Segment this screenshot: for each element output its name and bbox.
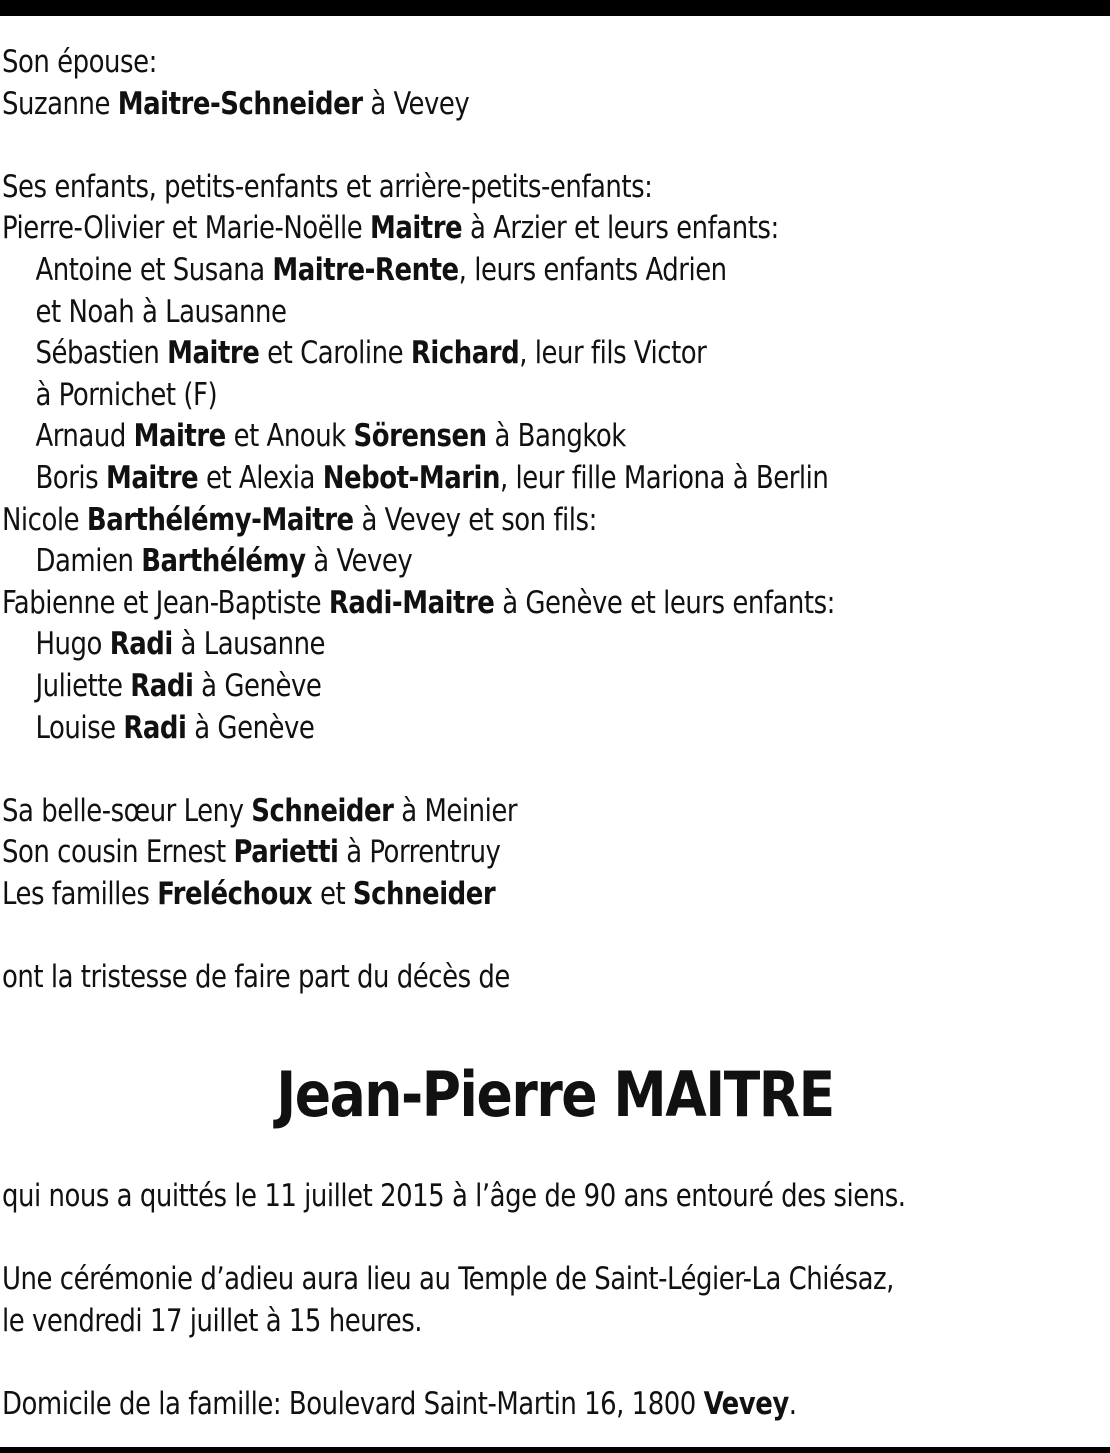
family-line: Fabienne et Jean-Baptiste Radi-Maitre à Genève et leurs enfants:	[2, 584, 835, 621]
family-line: Arnaud Maitre et Anouk Sörensen à Bangkok	[35, 418, 626, 455]
family-list	[2, 42, 1025, 999]
relative-line: Sa belle-sœur Leny Schneider à Meinier	[2, 792, 518, 829]
spacer	[2, 1218, 1025, 1260]
spacer	[2, 1342, 1025, 1384]
ceremony-text: Une cérémonie d’adieu aura lieu au Temple de Saint-Légier-La Chiésaz,	[2, 1261, 894, 1298]
children-heading: Ses enfants, petits-enfants et arrière-petits-enfants:	[2, 168, 653, 205]
spacer	[2, 915, 1025, 957]
family-line: et Noah à Lausanne	[35, 293, 287, 330]
spacer	[2, 749, 1025, 791]
family-line: à Pornichet (F)	[35, 376, 218, 413]
announcement-text: ont la tristesse de faire part du décès de	[2, 959, 510, 996]
family-line: Juliette Radi à Genève	[35, 667, 322, 704]
details-block	[2, 1176, 1025, 1426]
family-line: Antoine et Susana Maitre-Rente, leurs enfants Adrien	[35, 251, 727, 288]
family-line: Nicole Barthélémy-Maitre à Vevey et son fils:	[2, 501, 597, 538]
family-line: Sébastien Maitre et Caroline Richard, leur fils Victor	[35, 335, 707, 372]
relative-line: Les familles Freléchoux et Schneider	[2, 875, 496, 912]
family-line: Boris Maitre et Alexia Nebot-Marin, leur fille Mariona à Berlin	[35, 459, 829, 496]
family-line: Hugo Radi à Lausanne	[35, 626, 326, 663]
family-line: Louise Radi à Genève	[35, 709, 315, 746]
spouse-line: Suzanne Maitre-Schneider à Vevey	[2, 85, 470, 122]
family-line: Damien Barthélémy à Vevey	[35, 543, 413, 580]
spacer	[2, 125, 1025, 167]
family-line: Pierre-Olivier et Marie-Noëlle Maitre à Arzier et leurs enfants:	[2, 210, 779, 247]
bottom-rule	[0, 1447, 1110, 1453]
spouse-heading: Son épouse:	[2, 44, 157, 80]
deceased-name: Jean-Pierre MAITRE	[276, 1058, 834, 1131]
passed-text: qui nous a quittés le 11 juillet 2015 à l’âge de 90 ans entouré des siens.	[2, 1178, 906, 1214]
top-rule	[0, 0, 1110, 16]
domicile-text: Domicile de la famille: Boulevard Saint-Martin 16, 1800 Vevey.	[2, 1385, 797, 1422]
ceremony-text: le vendredi 17 juillet à 15 heures.	[2, 1302, 423, 1339]
relative-line: Son cousin Ernest Parietti à Porrentruy	[2, 834, 501, 871]
